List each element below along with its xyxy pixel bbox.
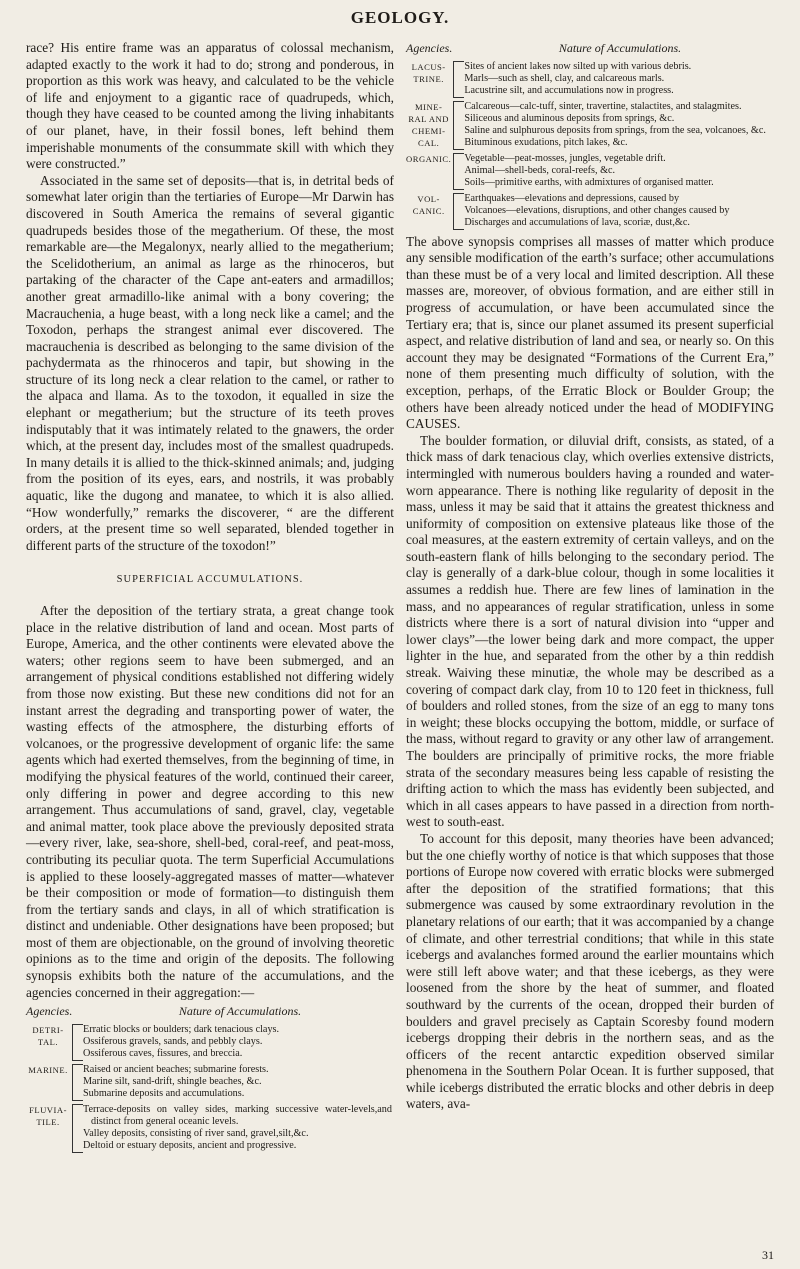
synopsis-item: Raised or ancient beaches; submarine forests. xyxy=(83,1064,269,1076)
synopsis-item: Lacustrine silt, and accumulations now in progress. xyxy=(464,85,674,97)
agency-label: ORGANIC. xyxy=(406,154,452,165)
synopsis-item: Terrace-deposits on valley sides, marking successive water-levels,and distinct from general oceanic levels. xyxy=(83,1104,392,1128)
brace xyxy=(454,153,465,189)
synopsis-table-right xyxy=(406,61,774,230)
page-number: 31 xyxy=(762,1248,774,1262)
paragraph: To account for this deposit, many theories have been advanced; but the one chiefly worthy of notice is that which supposes that those portions of Europe now covered with erratic blocks were submerged after the deposition of the stratified formations; that this submergence was caused by some extraordinary revolution in the planetary relations of our earth; that it was accompanied by a change of climate, and other terrestrial conditions; that while in this state icebergs and avalanches formed around the earlier mountains which were still left above water; and that these icebergs, as they were loosened from the shore by the heat of summer, and floated southward by the currents of the ocean, dropped their burden of boulders and gravel precisely as Captain Scoresby found modern icebergs dropping their debris in the northern seas, and as the officers of the recent antarctic expedition observed similar phenomena in the Southern Polar Ocean. It is further supposed, that while icebergs distributed the erratic blocks and other debris in deep waters, ava- xyxy=(406,830,774,1112)
section-heading: SUPERFICIAL ACCUMULATIONS. xyxy=(116,574,304,586)
paragraph: race? His entire frame was an apparatus of colossal mechanism, adapted exactly to the work it had to do; strong and ponderous, in proportion as this work was heavy, and calculated to be the vehicle of life and enjoyment to a gigantic race of quadrupeds, which, though they have ceased to be counted among the living inhabitants of our planet, have, in their fossil bones, left behind them imperishable monuments of the consummate skill with which they were constructed.” xyxy=(26,40,394,172)
synopsis-item: Discharges and accumulations of lava, scoriæ, dust,&c. xyxy=(464,217,690,229)
synopsis-items xyxy=(83,1024,394,1060)
brace xyxy=(454,101,465,149)
agency-label: MARINE. xyxy=(28,1065,68,1076)
brace xyxy=(454,193,465,229)
agency-label: LACUS-TRINE. xyxy=(411,62,446,85)
synopsis-item: Soils—primitive earths, with admixtures of organised matter. xyxy=(464,177,714,189)
synopsis-group xyxy=(26,1104,394,1152)
synopsis-item: Deltoid or estuary deposits, ancient and progressive. xyxy=(83,1140,297,1152)
agency-label: VOL-CANIC. xyxy=(412,194,445,217)
synopsis-table-left xyxy=(26,1024,394,1153)
synopsis-item: Erratic blocks or boulders; dark tenacious clays. xyxy=(83,1024,280,1036)
synopsis-item: Submarine deposits and accumulations. xyxy=(83,1088,245,1100)
agency-label: DETRI-TAL. xyxy=(32,1025,64,1048)
left-column xyxy=(26,40,394,1153)
synopsis-items xyxy=(464,61,774,97)
running-header: GEOLOGY. xyxy=(350,8,450,27)
synopsis-items xyxy=(83,1064,394,1100)
paragraph: The above synopsis comprises all masses of matter which produce any sensible modification of the earth’s surface; other accumulations than these must be of a very local and limited description. All these masses are, moreover, of obvious formation, and are either still in progress of accumulation, or have been accumulated since the Tertiary era; that is, since our planet assumed its present superficial aspect, and relative distribution of land and sea, or nearly so. On this account they may be designated “Formations of the Current Era,” none of them presenting much difficulty of solution, with the exception, perhaps, of the Erratic Block or Boulder Group; the others have been already noticed under the head of MODIFYING CAUSES. xyxy=(406,233,774,432)
nature-label: Nature of Accumulations. xyxy=(558,41,682,55)
synopsis-item: Vegetable—peat-mosses, jungles, vegetable drift. xyxy=(464,153,666,165)
synopsis-item: Earthquakes—elevations and depressions, caused by xyxy=(464,193,680,205)
paragraph: After the deposition of the tertiary strata, a great change took place in the relative distribution of land and ocean. Most parts of Europe, America, and the other continents were elevated above the waters; other regions seem to have been submerged, and an arrangement of physical conditions established not differing widely from those now existing. But these new conditions did not for an instant arrest the degrading and transporting power of water, the wasting effects of the atmosphere, the disturbing efforts of volcanoes, or the progressive development of organic life: the same agents which had exerted themselves, from the beginning of time, in modifying the physical features of the world, continued their career, only differing in power and degree according to this new arrangement. Thus accumulations of sand, gravel, clay, vegetable and animal matter, took place above the previously deposited strata —every river, lake, sea-shore, shell-bed, coral-reef, and peat-moss, contributing its peculiar quota. The term Superficial Accumulations is applied to these loosely-aggregated masses of matter—whatever be their composition or mode of formation—to distinguish them from the tertiary sands and clays, in all of which stratification is distinct and undeniable. Other designations have been proposed; but most of them are objectionable, on the ground of involving theoretic opinions as to the time and origin of the deposits. The following synopsis exhibits both the nature of the accumulations, and the agencies concerned in their aggregation:— xyxy=(26,603,394,1000)
synopsis-items xyxy=(464,101,774,149)
synopsis-header xyxy=(26,1003,394,1020)
nature-label: Nature of Accumulations. xyxy=(178,1004,302,1019)
synopsis-item: Siliceous and aluminous deposits from springs, &c. xyxy=(464,113,675,125)
synopsis-item: Valley deposits, consisting of river sand, gravel,silt,&c. xyxy=(83,1128,309,1140)
agency-label: FLUVIA-TILE. xyxy=(29,1105,67,1128)
brace xyxy=(73,1104,84,1152)
synopsis-group xyxy=(406,101,774,149)
brace xyxy=(73,1024,84,1060)
synopsis-item: Ossiferous gravels, sands, and pebbly clays. xyxy=(83,1036,263,1048)
synopsis-items xyxy=(464,153,774,189)
synopsis-item: Bituminous exudations, pitch lakes, &c. xyxy=(464,137,628,149)
synopsis-item: Calcareous—calc-tuff, sinter, travertine, stalactites, and stalagmites. xyxy=(464,101,742,113)
synopsis-group xyxy=(26,1064,394,1100)
synopsis-item: Volcanoes—elevations, disruptions, and other changes caused by xyxy=(464,205,730,217)
synopsis-item: Saline and sulphurous deposits from springs, from the sea, volcanoes, &c. xyxy=(464,125,766,137)
synopsis-items xyxy=(464,193,774,229)
agency-label: MINE-RAL AND CHEMI-CAL. xyxy=(408,102,449,149)
synopsis-group xyxy=(26,1024,394,1060)
paragraph: Associated in the same set of deposits—that is, in detrital beds of somewhat later origin than the tertiaries of Europe—Mr Darwin has discovered in South America the remains of several gigantic quadrupeds besides those of the megatherium. Of these, the most remarkable are—the Megalonyx, nearly allied to the megatherium; the Scelidotherium, an animal as large as the rhinoceros, but partaking of the character of the Cape ant-eaters and armadillos; another great armadillo-like animal with a bony covering; the Macrauchenia, a huge beast, with a long neck like a camel; and the Toxodon, perhaps the strangest animal ever discovered. The macrauchenia is described as belonging to the same division of the pachydermata as the rhinoceros and tapir, but showing in the structure of its long neck a clear relation to the camel, or rather to the alpaca and llama. As to the toxodon, it equalled in size the elephant or megatherium; but the structure of its teeth proves indisputably that it was intimately related to the gnawers, the order which, at the present day, includes most of the smallest quadrupeds. In many details it is allied to the thick-skinned animals; and, judging from the position of its eyes, ears, and nostrils, it was probably aquatic, like the dugong and manatee, to which it is also allied. “How wonderfully,” remarks the discoverer, “ are the different orders, at the present time so well separated, blended together in different parts of the structure of the toxodon!” xyxy=(26,172,394,553)
agencies-label: Agencies. xyxy=(26,1004,73,1019)
synopsis-item: Marls—such as shell, clay, and calcareous marls. xyxy=(464,73,665,85)
agencies-label: Agencies. xyxy=(406,41,453,55)
brace xyxy=(454,61,465,97)
synopsis-item: Sites of ancient lakes now silted up with various debris. xyxy=(464,61,692,73)
paragraph: The boulder formation, or diluvial drift, consists, as stated, of a thick mass of dark tenacious clay, which overlies extensive districts, intermingled with numerous boulders having a rounded and water-worn appearance. There is nothing like regularity of deposit in the mass, unless it may be said that it attains the greatest thickness and uniformity of composition on extensive plateaus like those of the coal measures, at the eastern extremity of certain valleys, and on the south-eastern flank of hills belonging to the secondary period. The clay is generally of a dark-blue colour, though in some localities it assumes a reddish hue. There are few lines of lamination in the mass, and no appearances of regular stratification, unless in some districts where there is a sort of natural division into “upper and lower clays”—the lower being dark and more compact, the upper lighter in the hue, and separated from the other by a thin reddish streak. Waiving these minutiæ, the whole may be described as a covering of compact dark clay, from 10 to 120 feet in thickness, full of boulders and rolled stones, from the size of an egg to many tons in weight; these blocks occupying the bottom, middle, or surface of the mass, without regard to gravity or any other law of arrangement. The boulders are principally of primitive rocks, the more friable strata of the secondary measures being less capable of resisting the drifting action to which the mass has evidently been subjected, and which in all cases appears to have passed in a direction from north-west to south-east. xyxy=(406,432,774,830)
synopsis-group xyxy=(406,61,774,97)
synopsis-item: Marine silt, sand-drift, shingle beaches, &c. xyxy=(83,1076,262,1088)
synopsis-group xyxy=(406,193,774,229)
synopsis-item: Animal—shell-beds, coral-reefs, &c. xyxy=(464,165,616,177)
right-column xyxy=(406,40,774,1113)
synopsis-header xyxy=(406,40,774,57)
synopsis-group xyxy=(406,153,774,189)
brace xyxy=(73,1064,84,1100)
synopsis-item: Ossiferous caves, fissures, and breccia. xyxy=(83,1048,243,1060)
synopsis-items xyxy=(83,1104,394,1152)
